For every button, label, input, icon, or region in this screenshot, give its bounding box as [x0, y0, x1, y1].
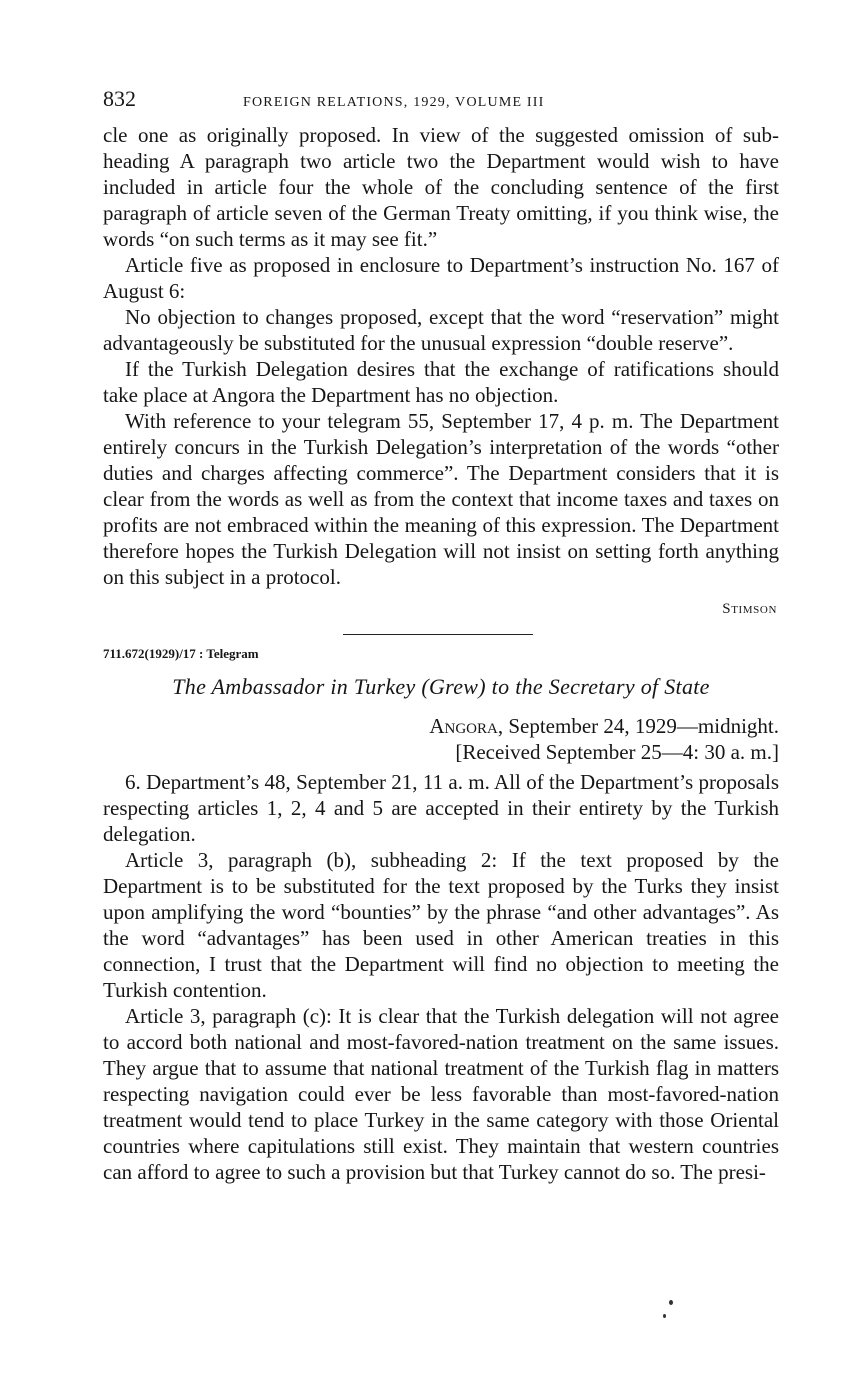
document-page: [103, 86, 779, 1185]
ink-speck: [663, 1314, 666, 1318]
document-heading: The Ambassador in Turkey (Grew) to the Secretary of State: [172, 674, 710, 699]
running-title: FOREIGN RELATIONS, 1929, VOLUME III: [243, 95, 545, 110]
file-reference: 711.672(1929)/17 : Telegram: [103, 646, 259, 661]
page-number: 832: [103, 86, 136, 111]
paragraph-telegram-reference: With reference to your telegram 55, September 17, 4 p. m. The Department entirely concurs in the Turkish Delegation’s interpretation of the words “other duties and charges affecting commerce”. The Department considers that it is clear from the words as well as from the context that income taxes and taxes on profits are not embraced within the meaning of this expression. The Department therefore hopes the Turkish Delegation will not insist on setting forth anything on this subject in a protocol.: [103, 409, 779, 589]
paragraph-numbered-six: 6. Department’s 48, September 21, 11 a. m. All of the Department’s proposals respecting articles 1, 2, 4 and 5 are accepted in their entirety by the Turkish delegation.: [103, 770, 779, 846]
paragraph-ratifications: If the Turkish Delegation desires that the exchange of ratifications should take place at Angora the Department has no objection.: [103, 357, 779, 407]
paragraph-no-objection: No objection to changes proposed, except that the word “reservation” might advantageously be substituted for the unusual expression “double reserve”.: [103, 305, 779, 355]
paragraph-article-three-c: Article 3, paragraph (c): It is clear that the Turkish delegation will not agree to accord both national and most-favored-nation treatment on the same issues. They argue that to assume that national treatment of the Turkish flag in matters respecting navigation could ever be less favorable than most-favored-nation treatment would tend to place Turkey in the same category with those Oriental countries where capitulations still exist. They maintain that western countries can afford to agree to such a provision but that Turkey cannot do so. The presi-: [103, 1004, 779, 1184]
dateline-date: , September 24, 1929—midnight.: [497, 714, 779, 738]
ink-speck: [669, 1300, 673, 1305]
running-head: [103, 86, 779, 122]
signature: Stimson: [722, 601, 777, 617]
paragraph-article-five: Article five as proposed in enclosure to Department’s instruction No. 167 of August 6:: [103, 253, 779, 303]
dateline-place: Angora: [429, 714, 498, 738]
received-note: [Received September 25—4: 30 a. m.]: [455, 740, 779, 764]
section-divider: [343, 634, 533, 635]
paragraph-article-three-b: Article 3, paragraph (b), subheading 2: If the text proposed by the Department is to be substituted for the text proposed by the Turks they insist upon amplifying the word “bounties” by the phrase “and other advantages”. As the word “advantages” has been used in other American treaties in this connection, I trust that the Department will find no objection to meeting the Turkish contention.: [103, 848, 779, 1002]
paragraph-continuation: cle one as originally proposed. In view of the suggested omission of sub-heading A paragraph two article two the Department would wish to have included in article four the whole of the concluding sentence of the first paragraph of article seven of the German Treaty omitting, if you think wise, the words “on such terms as it may see fit.”: [103, 123, 779, 251]
dateline: [103, 713, 779, 739]
